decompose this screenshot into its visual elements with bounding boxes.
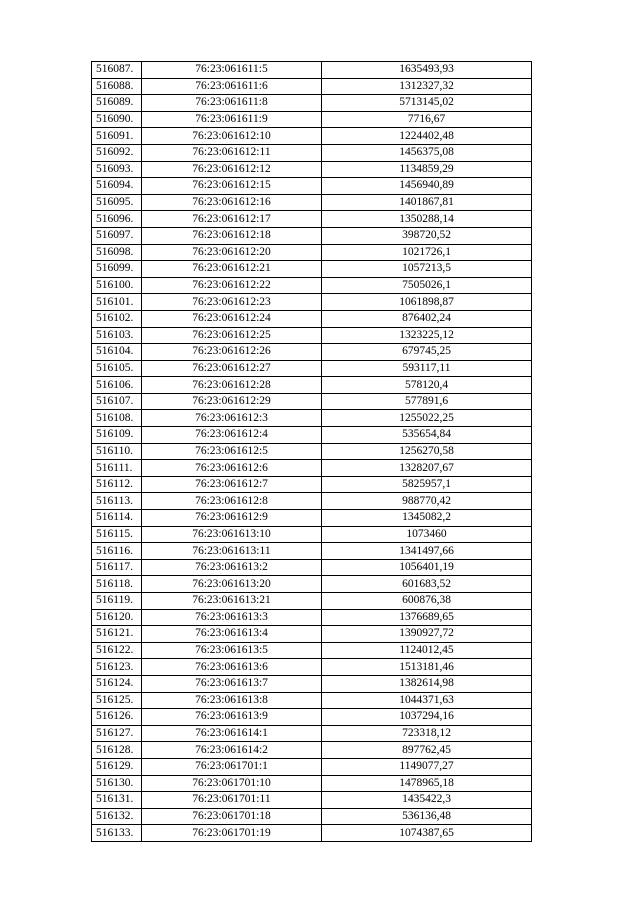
table-row <box>92 78 532 95</box>
cadastral-number-cell: 76:23:061614:1 <box>142 725 322 742</box>
value-cell: 7505026,1 <box>322 277 532 294</box>
row-number-cell: 516115. <box>92 526 142 543</box>
cadastral-number-cell: 76:23:061612:5 <box>142 443 322 460</box>
table-row <box>92 460 532 477</box>
table-row <box>92 709 532 726</box>
table-row <box>92 377 532 394</box>
table-row <box>92 825 532 842</box>
value-cell: 601683,52 <box>322 576 532 593</box>
value-cell: 398720,52 <box>322 227 532 244</box>
cadastral-number-cell: 76:23:061612:22 <box>142 277 322 294</box>
table-row <box>92 775 532 792</box>
cadastral-number-cell: 76:23:061612:28 <box>142 377 322 394</box>
row-number-cell: 516096. <box>92 211 142 228</box>
row-number-cell: 516088. <box>92 78 142 95</box>
row-number-cell: 516133. <box>92 825 142 842</box>
table-row <box>92 227 532 244</box>
value-cell: 593117,11 <box>322 360 532 377</box>
value-cell: 1435422,3 <box>322 792 532 809</box>
value-cell: 1345082,2 <box>322 510 532 527</box>
cadastral-number-cell: 76:23:061612:6 <box>142 460 322 477</box>
row-number-cell: 516103. <box>92 327 142 344</box>
row-number-cell: 516122. <box>92 642 142 659</box>
cadastral-number-cell: 76:23:061611:5 <box>142 62 322 79</box>
row-number-cell: 516121. <box>92 626 142 643</box>
row-number-cell: 516129. <box>92 758 142 775</box>
table-row <box>92 609 532 626</box>
table-row <box>92 344 532 361</box>
row-number-cell: 516102. <box>92 310 142 327</box>
value-cell: 876402,24 <box>322 310 532 327</box>
table-row <box>92 360 532 377</box>
table-row <box>92 593 532 610</box>
value-cell: 1056401,19 <box>322 559 532 576</box>
row-number-cell: 516108. <box>92 410 142 427</box>
cadastral-number-cell: 76:23:061613:9 <box>142 709 322 726</box>
table-row <box>92 792 532 809</box>
value-cell: 897762,45 <box>322 742 532 759</box>
table-row <box>92 808 532 825</box>
row-number-cell: 516124. <box>92 675 142 692</box>
value-cell: 1134859,29 <box>322 161 532 178</box>
cadastral-number-cell: 76:23:061613:20 <box>142 576 322 593</box>
value-cell: 1057213,5 <box>322 261 532 278</box>
row-number-cell: 516105. <box>92 360 142 377</box>
value-cell: 1323225,12 <box>322 327 532 344</box>
value-cell: 1037294,16 <box>322 709 532 726</box>
row-number-cell: 516109. <box>92 427 142 444</box>
table-row <box>92 410 532 427</box>
cadastral-number-cell: 76:23:061612:7 <box>142 476 322 493</box>
row-number-cell: 516089. <box>92 95 142 112</box>
table-row <box>92 111 532 128</box>
value-cell: 1390927,72 <box>322 626 532 643</box>
table-row <box>92 692 532 709</box>
row-number-cell: 516104. <box>92 344 142 361</box>
cadastral-number-cell: 76:23:061612:16 <box>142 194 322 211</box>
value-cell: 679745,25 <box>322 344 532 361</box>
table-row <box>92 427 532 444</box>
row-number-cell: 516119. <box>92 593 142 610</box>
value-cell: 1074387,65 <box>322 825 532 842</box>
cadastral-number-cell: 76:23:061613:11 <box>142 543 322 560</box>
cadastral-number-cell: 76:23:061612:11 <box>142 144 322 161</box>
row-number-cell: 516100. <box>92 277 142 294</box>
table-row <box>92 178 532 195</box>
cadastral-number-cell: 76:23:061612:9 <box>142 510 322 527</box>
table-row <box>92 626 532 643</box>
row-number-cell: 516132. <box>92 808 142 825</box>
value-cell: 1382614,98 <box>322 675 532 692</box>
table-row <box>92 277 532 294</box>
row-number-cell: 516087. <box>92 62 142 79</box>
cadastral-number-cell: 76:23:061613:3 <box>142 609 322 626</box>
table-row <box>92 443 532 460</box>
row-number-cell: 516110. <box>92 443 142 460</box>
value-cell: 1350288,14 <box>322 211 532 228</box>
table-row <box>92 493 532 510</box>
table-row <box>92 659 532 676</box>
table-row <box>92 559 532 576</box>
cadastral-number-cell: 76:23:061613:7 <box>142 675 322 692</box>
row-number-cell: 516099. <box>92 261 142 278</box>
value-cell: 1256270,58 <box>322 443 532 460</box>
value-cell: 1021726,1 <box>322 244 532 261</box>
table-row <box>92 144 532 161</box>
cadastral-number-cell: 76:23:061701:11 <box>142 792 322 809</box>
value-cell: 1255022,25 <box>322 410 532 427</box>
value-cell: 1124012,45 <box>322 642 532 659</box>
row-number-cell: 516127. <box>92 725 142 742</box>
row-number-cell: 516093. <box>92 161 142 178</box>
table-row <box>92 194 532 211</box>
row-number-cell: 516123. <box>92 659 142 676</box>
cadastral-number-cell: 76:23:061612:17 <box>142 211 322 228</box>
table-row <box>92 725 532 742</box>
table-row <box>92 161 532 178</box>
cadastral-number-cell: 76:23:061612:18 <box>142 227 322 244</box>
row-number-cell: 516131. <box>92 792 142 809</box>
cadastral-number-cell: 76:23:061701:18 <box>142 808 322 825</box>
row-number-cell: 516113. <box>92 493 142 510</box>
cadastral-number-cell: 76:23:061611:9 <box>142 111 322 128</box>
cadastral-number-cell: 76:23:061612:4 <box>142 427 322 444</box>
table-body <box>92 62 532 842</box>
value-cell: 1073460 <box>322 526 532 543</box>
cadastral-number-cell: 76:23:061613:8 <box>142 692 322 709</box>
row-number-cell: 516090. <box>92 111 142 128</box>
cadastral-number-cell: 76:23:061612:20 <box>142 244 322 261</box>
value-cell: 5825957,1 <box>322 476 532 493</box>
cadastral-number-cell: 76:23:061614:2 <box>142 742 322 759</box>
cadastral-value-table <box>91 61 532 842</box>
document-page <box>91 61 531 842</box>
row-number-cell: 516101. <box>92 294 142 311</box>
table-row <box>92 294 532 311</box>
row-number-cell: 516120. <box>92 609 142 626</box>
cadastral-number-cell: 76:23:061612:24 <box>142 310 322 327</box>
value-cell: 1401867,81 <box>322 194 532 211</box>
row-number-cell: 516091. <box>92 128 142 145</box>
row-number-cell: 516112. <box>92 476 142 493</box>
cadastral-number-cell: 76:23:061613:6 <box>142 659 322 676</box>
cadastral-number-cell: 76:23:061612:25 <box>142 327 322 344</box>
cadastral-number-cell: 76:23:061612:23 <box>142 294 322 311</box>
value-cell: 1513181,46 <box>322 659 532 676</box>
cadastral-number-cell: 76:23:061613:10 <box>142 526 322 543</box>
row-number-cell: 516111. <box>92 460 142 477</box>
value-cell: 1456940,89 <box>322 178 532 195</box>
row-number-cell: 516130. <box>92 775 142 792</box>
cadastral-number-cell: 76:23:061612:8 <box>142 493 322 510</box>
cadastral-number-cell: 76:23:061612:10 <box>142 128 322 145</box>
table-row <box>92 543 532 560</box>
row-number-cell: 516106. <box>92 377 142 394</box>
table-row <box>92 576 532 593</box>
table-row <box>92 675 532 692</box>
value-cell: 1149077,27 <box>322 758 532 775</box>
cadastral-number-cell: 76:23:061612:29 <box>142 393 322 410</box>
cadastral-number-cell: 76:23:061613:5 <box>142 642 322 659</box>
table-row <box>92 742 532 759</box>
cadastral-number-cell: 76:23:061611:8 <box>142 95 322 112</box>
value-cell: 1044371,63 <box>322 692 532 709</box>
table-row <box>92 393 532 410</box>
cadastral-number-cell: 76:23:061612:3 <box>142 410 322 427</box>
cadastral-number-cell: 76:23:061613:2 <box>142 559 322 576</box>
table-row <box>92 327 532 344</box>
row-number-cell: 516092. <box>92 144 142 161</box>
row-number-cell: 516128. <box>92 742 142 759</box>
value-cell: 723318,12 <box>322 725 532 742</box>
value-cell: 1328207,67 <box>322 460 532 477</box>
table-row <box>92 642 532 659</box>
table-row <box>92 758 532 775</box>
value-cell: 577891,6 <box>322 393 532 410</box>
value-cell: 1312327,32 <box>322 78 532 95</box>
table-row <box>92 526 532 543</box>
value-cell: 536136,48 <box>322 808 532 825</box>
row-number-cell: 516094. <box>92 178 142 195</box>
cadastral-number-cell: 76:23:061701:19 <box>142 825 322 842</box>
cadastral-number-cell: 76:23:061611:6 <box>142 78 322 95</box>
row-number-cell: 516118. <box>92 576 142 593</box>
row-number-cell: 516107. <box>92 393 142 410</box>
value-cell: 578120,4 <box>322 377 532 394</box>
value-cell: 1224402,48 <box>322 128 532 145</box>
value-cell: 1478965,18 <box>322 775 532 792</box>
value-cell: 1341497,66 <box>322 543 532 560</box>
table-row <box>92 211 532 228</box>
table-row <box>92 62 532 79</box>
cadastral-number-cell: 76:23:061701:1 <box>142 758 322 775</box>
table-row <box>92 128 532 145</box>
row-number-cell: 516116. <box>92 543 142 560</box>
row-number-cell: 516098. <box>92 244 142 261</box>
value-cell: 1061898,87 <box>322 294 532 311</box>
table-row <box>92 310 532 327</box>
row-number-cell: 516117. <box>92 559 142 576</box>
cadastral-number-cell: 76:23:061612:21 <box>142 261 322 278</box>
value-cell: 5713145,02 <box>322 95 532 112</box>
table-row <box>92 510 532 527</box>
table-row <box>92 95 532 112</box>
row-number-cell: 516114. <box>92 510 142 527</box>
row-number-cell: 516097. <box>92 227 142 244</box>
row-number-cell: 516126. <box>92 709 142 726</box>
cadastral-number-cell: 76:23:061612:27 <box>142 360 322 377</box>
cadastral-number-cell: 76:23:061612:12 <box>142 161 322 178</box>
cadastral-number-cell: 76:23:061612:26 <box>142 344 322 361</box>
table-row <box>92 261 532 278</box>
table-row <box>92 476 532 493</box>
row-number-cell: 516125. <box>92 692 142 709</box>
value-cell: 1456375,08 <box>322 144 532 161</box>
value-cell: 1635493,93 <box>322 62 532 79</box>
cadastral-number-cell: 76:23:061612:15 <box>142 178 322 195</box>
cadastral-number-cell: 76:23:061701:10 <box>142 775 322 792</box>
value-cell: 7716,67 <box>322 111 532 128</box>
row-number-cell: 516095. <box>92 194 142 211</box>
value-cell: 988770,42 <box>322 493 532 510</box>
value-cell: 535654,84 <box>322 427 532 444</box>
value-cell: 1376689,65 <box>322 609 532 626</box>
value-cell: 600876,38 <box>322 593 532 610</box>
cadastral-number-cell: 76:23:061613:4 <box>142 626 322 643</box>
cadastral-number-cell: 76:23:061613:21 <box>142 593 322 610</box>
table-row <box>92 244 532 261</box>
